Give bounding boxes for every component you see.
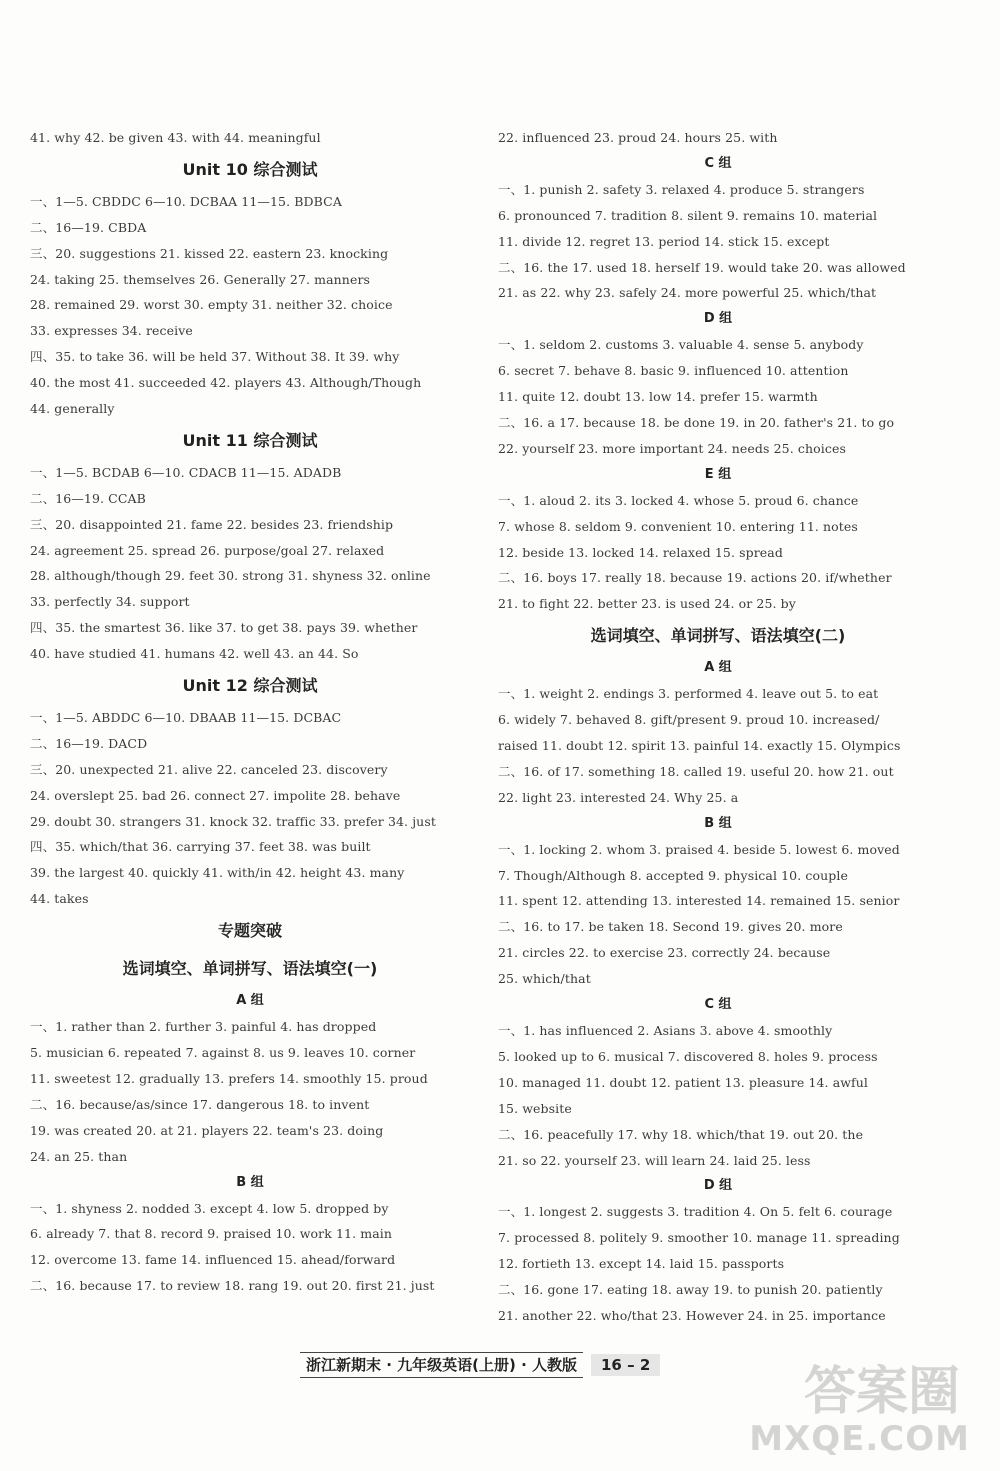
left-answer-line: 39. the largest 40. quickly 41. with/in 42. height 43. many bbox=[30, 865, 405, 881]
left-answer-line: 二、16—19. CBDA bbox=[30, 219, 147, 235]
left-answer-line: 40. the most 41. succeeded 42. players 43. Although/Though bbox=[30, 375, 422, 391]
right-answer-line: 12. fortieth 13. except 14. laid 15. passports bbox=[498, 1256, 785, 1272]
left-answer-line: 四、35. to take 36. will be held 37. Without 38. It 39. why bbox=[30, 349, 400, 365]
right-group-label: C 组 bbox=[704, 997, 732, 1013]
left-answer-line: 19. was created 20. at 21. players 22. team's 23. doing bbox=[30, 1122, 384, 1138]
left-group-label: A 组 bbox=[236, 993, 264, 1009]
right-answer-line: 一、1. locking 2. whom 3. praised 4. beside 5. lowest 6. moved bbox=[498, 841, 900, 857]
right-group-label: E 组 bbox=[704, 466, 732, 482]
left-answer-line: 29. doubt 30. strangers 31. knock 32. traffic 33. prefer 34. just bbox=[30, 813, 436, 829]
right-answer-line: 6. widely 7. behaved 8. gift/present 9. proud 10. increased/ bbox=[498, 712, 880, 728]
left-answer-line: 28. remained 29. worst 30. empty 31. neither 32. choice bbox=[30, 297, 393, 313]
right-group-label: B 组 bbox=[704, 815, 732, 831]
right-answer-line: 二、16. gone 17. eating 18. away 19. to punish 20. patiently bbox=[498, 1282, 883, 1298]
watermark-logo: 答案圈 bbox=[803, 1362, 960, 1422]
left-answer-line: 四、35. the smartest 36. like 37. to get 38. pays 39. whether bbox=[30, 620, 418, 636]
right-group-label: D 组 bbox=[703, 311, 733, 327]
right-group-label: A 组 bbox=[704, 660, 732, 676]
left-answer-line: 24. taking 25. themselves 26. Generally 27. manners bbox=[30, 271, 371, 287]
left-column bbox=[30, 125, 470, 1299]
right-answer-line: 6. secret 7. behave 8. basic 9. influenced 10. attention bbox=[498, 363, 849, 379]
right-answer-line: 一、1. weight 2. endings 3. performed 4. leave out 5. to eat bbox=[498, 686, 879, 702]
right-group-label: D 组 bbox=[703, 1178, 733, 1194]
footer-book-title: 浙江新期末 · 九年级英语(上册) · 人教版 bbox=[300, 1352, 583, 1378]
right-answer-line: 二、16. a 17. because 18. be done 19. in 20. father's 21. to go bbox=[498, 415, 895, 431]
left-answer-line: 33. expresses 34. receive bbox=[30, 323, 193, 339]
left-answer-line: 12. overcome 13. fame 14. influenced 15. ahead/forward bbox=[30, 1252, 396, 1268]
left-answer-line: 6. already 7. that 8. record 9. praised 10. work 11. main bbox=[30, 1226, 393, 1242]
left-answer-line: 二、16—19. DACD bbox=[30, 735, 148, 751]
right-answer-line: 二、16. boys 17. really 18. because 19. actions 20. if/whether bbox=[498, 570, 892, 586]
right-answer-line: 二、16. the 17. used 18. herself 19. would take 20. was allowed bbox=[498, 259, 906, 275]
left-answer-line: 28. although/though 29. feet 30. strong 31. shyness 32. online bbox=[30, 568, 431, 584]
right-answer-line: 7. whose 8. seldom 9. convenient 10. entering 11. notes bbox=[498, 518, 858, 534]
right-answer-line: 5. looked up to 6. musical 7. discovered 8. holes 9. process bbox=[498, 1048, 878, 1064]
left-answer-line: 三、20. disappointed 21. fame 22. besides 23. friendship bbox=[30, 516, 394, 532]
left-answer-line: 一、1. rather than 2. further 3. painful 4. has dropped bbox=[30, 1019, 377, 1035]
right-answer-line: raised 11. doubt 12. spirit 13. painful 14. exactly 15. Olympics bbox=[498, 738, 901, 754]
right-column bbox=[498, 125, 938, 1329]
left-section-heading: Unit 10 综合测试 bbox=[182, 159, 318, 179]
left-section-heading: 选词填空、单词拼写、语法填空(一) bbox=[122, 959, 378, 979]
left-answer-line: 二、16. because 17. to review 18. rang 19. out 20. first 21. just bbox=[30, 1278, 435, 1294]
right-answer-line: 22. light 23. interested 24. Why 25. a bbox=[498, 789, 739, 805]
right-answer-line: 21. to fight 22. better 23. is used 24. or 25. by bbox=[498, 596, 796, 612]
right-answer-line: 22. influenced 23. proud 24. hours 25. with bbox=[498, 130, 778, 145]
right-answer-line: 7. Though/Although 8. accepted 9. physical 10. couple bbox=[498, 867, 848, 883]
left-answer-line: 40. have studied 41. humans 42. well 43. an 44. So bbox=[30, 646, 359, 662]
right-answer-line: 21. as 22. why 23. safely 24. more powerful 25. which/that bbox=[498, 285, 877, 301]
right-answer-line: 一、1. aloud 2. its 3. locked 4. whose 5. proud 6. chance bbox=[498, 492, 859, 508]
left-group-label: B 组 bbox=[236, 1174, 264, 1190]
right-answer-line: 11. quite 12. doubt 13. low 14. prefer 15. warmth bbox=[498, 389, 818, 405]
right-answer-line: 一、1. longest 2. suggests 3. tradition 4. On 5. felt 6. courage bbox=[498, 1204, 893, 1220]
right-answer-line: 二、16. peacefully 17. why 18. which/that 19. out 20. the bbox=[498, 1126, 864, 1142]
right-answer-line: 7. processed 8. politely 9. smoother 10. manage 11. spreading bbox=[498, 1230, 900, 1246]
watermark-text: MXQE.COM bbox=[749, 1419, 970, 1459]
left-answer-line: 二、16—19. CCAB bbox=[30, 490, 146, 506]
right-answer-line: 21. so 22. yourself 23. will learn 24. laid 25. less bbox=[498, 1152, 811, 1168]
left-answer-line: 三、20. suggestions 21. kissed 22. eastern 23. knocking bbox=[30, 245, 389, 261]
left-answer-line: 41. why 42. be given 43. with 44. meaningful bbox=[30, 130, 321, 145]
right-answer-line: 一、1. punish 2. safety 3. relaxed 4. produce 5. strangers bbox=[498, 181, 865, 197]
left-section-heading: 专题突破 bbox=[217, 921, 282, 941]
left-answer-line: 二、16. because/as/since 17. dangerous 18. to invent bbox=[30, 1096, 370, 1112]
left-answer-line: 24. agreement 25. spread 26. purpose/goal 27. relaxed bbox=[30, 542, 385, 558]
right-answer-line: 6. pronounced 7. tradition 8. silent 9. remains 10. material bbox=[498, 207, 878, 223]
right-answer-line: 一、1. seldom 2. customs 3. valuable 4. sense 5. anybody bbox=[498, 337, 864, 353]
page-footer bbox=[300, 1350, 660, 1380]
right-answer-line: 25. which/that bbox=[498, 971, 591, 987]
right-answer-line: 12. beside 13. locked 14. relaxed 15. spread bbox=[498, 544, 783, 560]
right-answer-line: 21. circles 22. to exercise 23. correctly 24. because bbox=[498, 945, 831, 961]
right-answer-line: 10. managed 11. doubt 12. patient 13. pleasure 14. awful bbox=[498, 1074, 869, 1090]
page-number: 16 – 2 bbox=[591, 1354, 660, 1376]
left-section-heading: Unit 12 综合测试 bbox=[182, 676, 318, 696]
left-answer-line: 44. takes bbox=[30, 891, 89, 907]
left-answer-line: 33. perfectly 34. support bbox=[30, 594, 190, 610]
right-answer-line: 一、1. has influenced 2. Asians 3. above 4. smoothly bbox=[498, 1023, 833, 1039]
watermark bbox=[749, 1349, 970, 1459]
left-answer-line: 5. musician 6. repeated 7. against 8. us 9. leaves 10. corner bbox=[30, 1045, 416, 1061]
right-group-label: C 组 bbox=[704, 155, 732, 171]
right-section-heading: 选词填空、单词拼写、语法填空(二) bbox=[590, 626, 846, 646]
right-answer-line: 二、16. to 17. be taken 18. Second 19. gives 20. more bbox=[498, 919, 843, 935]
left-answer-line: 一、1—5. BCDAB 6—10. CDACB 11—15. ADADB bbox=[30, 464, 342, 480]
left-answer-line: 四、35. which/that 36. carrying 37. feet 38. was built bbox=[30, 839, 371, 855]
right-answer-line: 21. another 22. who/that 23. However 24. in 25. importance bbox=[498, 1307, 886, 1323]
left-answer-line: 24. overslept 25. bad 26. connect 27. impolite 28. behave bbox=[30, 787, 401, 803]
right-answer-line: 11. spent 12. attending 13. interested 14. remained 15. senior bbox=[498, 893, 900, 909]
right-answer-line: 11. divide 12. regret 13. period 14. stick 15. except bbox=[498, 233, 830, 249]
right-answer-line: 15. website bbox=[498, 1100, 572, 1116]
right-answer-line: 22. yourself 23. more important 24. needs 25. choices bbox=[498, 440, 846, 456]
left-answer-line: 一、1. shyness 2. nodded 3. except 4. low 5. dropped by bbox=[30, 1200, 389, 1216]
right-answer-line: 二、16. of 17. something 18. called 19. useful 20. how 21. out bbox=[498, 763, 894, 779]
left-answer-line: 11. sweetest 12. gradually 13. prefers 14. smoothly 15. proud bbox=[30, 1070, 428, 1086]
left-section-heading: Unit 11 综合测试 bbox=[182, 430, 318, 450]
left-answer-line: 44. generally bbox=[30, 401, 115, 417]
left-answer-line: 24. an 25. than bbox=[30, 1148, 128, 1164]
left-answer-line: 三、20. unexpected 21. alive 22. canceled 23. discovery bbox=[30, 761, 388, 777]
left-answer-line: 一、1—5. ABDDC 6—10. DBAAB 11—15. DCBAC bbox=[30, 710, 342, 726]
left-answer-line: 一、1—5. CBDDC 6—10. DCBAA 11—15. BDBCA bbox=[30, 193, 342, 209]
